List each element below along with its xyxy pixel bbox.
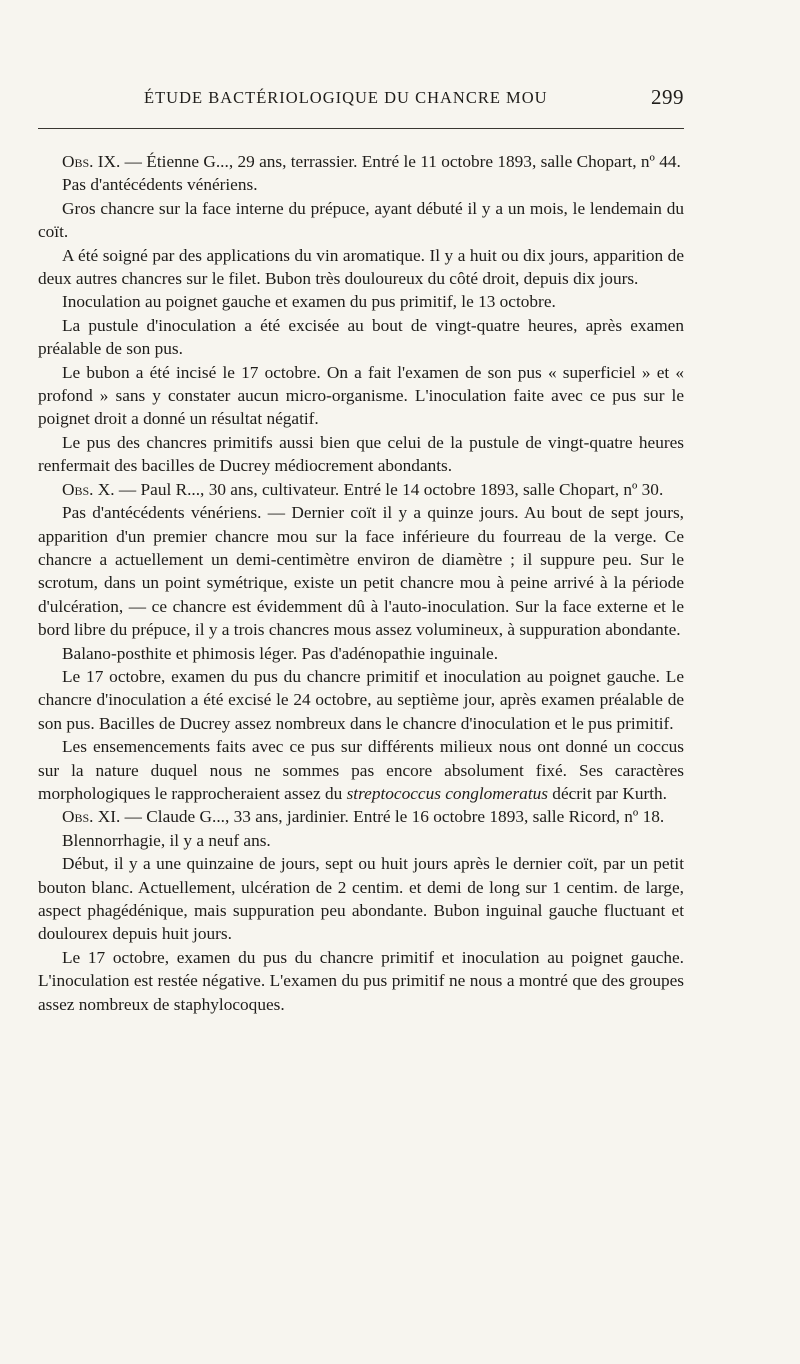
paragraph: Pas d'antécédents vénériens. — Dernier coït il y a quinze jours. Au bout de sept jours, apparition d'un premier chancre mou sur la face inférieure du fourreau de la verge. Ce chancre a actuellement un demi-centimètre environ de diamètre ; il suppure peu. Sur le scrotum, dans un point symétrique, existe un petit chancre mou à peine arrivé à la période d'ulcération, — ce chancre est évidemment dû à l'auto-inoculation. Sur la face externe et le bord libre du prépuce, il y a trois chancres mous assez volumineux, à suppuration abondante. xyxy=(38,503,684,640)
paragraph-text: Les ensemencements faits avec ce pus sur différents milieux nous ont donné un coccus sur la nature duquel nous ne sommes pas encore absolument fixé. Ses caractères morphologiques le rapprocheraient assez du xyxy=(38,737,684,803)
paragraph: A été soigné par des applications du vin aromatique. Il y a huit ou dix jours, apparition de deux autres chancres sur le filet. Bubon très douloureux du côté droit, depuis dix jours. xyxy=(38,245,684,289)
paragraph: Le 17 octobre, examen du pus du chancre primitif et inoculation au poignet gauche. Le chancre d'inoculation a été excisé le 24 octobre, au septième jour, après examen préalable de son pus. Bacilles de Ducrey assez nombreux dans le chancre d'inoculation et le pus primitif. xyxy=(38,666,684,733)
paragraph-text: — Paul R..., 30 ans, cultivateur. Entré le 14 octobre 1893, salle Chopart, nº 30. xyxy=(114,479,664,499)
paragraph-with-italic xyxy=(38,735,684,805)
paragraph-text-after: décrit par Kurth. xyxy=(547,783,667,803)
paragraph-obs-x xyxy=(38,478,684,501)
paragraph: Le bubon a été incisé le 17 octobre. On a fait l'examen de son pus « superficiel » et « profond » sans y constater aucun micro-organisme. L'inoculation faite avec ce pus sur le poignet droit a donné un résultat négatif. xyxy=(38,362,684,429)
species-name: streptococcus conglomeratus xyxy=(346,783,548,803)
paragraph-text: — Étienne G..., 29 ans, terrassier. Entré le 11 octobre 1893, salle Chopart, nº 44. xyxy=(120,152,681,171)
document-body xyxy=(38,150,684,1016)
paragraph: Blennorrhagie, il y a neuf ans. xyxy=(62,830,271,850)
paragraph: Pas d'antécédents vénériens. xyxy=(62,175,258,195)
paragraph: Balano-posthite et phimosis léger. Pas d'adénopathie inguinale. xyxy=(62,643,499,663)
paragraph: Début, il y a une quinzaine de jours, sept ou huit jours après le dernier coït, par un petit bouton blanc. Actuellement, ulcération de 2 centim. et demi de long sur 1 centim. de large, aspect phagédénique, mais suppuration peu abondante. Bubon inguinal gauche fluctuant et doulourex depuis huit jours. xyxy=(38,854,684,944)
page-header xyxy=(38,82,760,118)
paragraph: La pustule d'inoculation a été excisée au bout de vingt-quatre heures, après examen préalable de son pus. xyxy=(38,315,684,359)
page-number: 299 xyxy=(651,85,684,109)
document-page xyxy=(38,82,760,1014)
observation-label: Obs. XI. xyxy=(62,807,121,827)
paragraph-obs-xi xyxy=(38,805,684,828)
observation-label: Obs. IX. xyxy=(62,152,121,171)
header-rule xyxy=(38,128,684,129)
paragraph: Le pus des chancres primitifs aussi bien que celui de la pustule de vingt-quatre heures renfermait des bacilles de Ducrey médiocrement abondants. xyxy=(38,432,684,476)
paragraph-obs-ix xyxy=(38,150,684,173)
observation-label: Obs. X. xyxy=(62,479,115,499)
paragraph: Inoculation au poignet gauche et examen du pus primitif, le 13 octobre. xyxy=(62,292,556,312)
paragraph-text: — Claude G..., 33 ans, jardinier. Entré le 16 octobre 1893, salle Ricord, nº 18. xyxy=(120,807,665,827)
paragraph: Gros chancre sur la face interne du prépuce, ayant débuté il y a un mois, le lendemain du coït. xyxy=(38,198,684,242)
paragraph: Le 17 octobre, examen du pus du chancre primitif et inoculation au poignet gauche. L'inoculation est restée négative. L'examen du pus primitif ne nous a montré que des groupes assez nombreux de staphylocoques. xyxy=(38,947,684,1014)
running-title: ÉTUDE BACTÉRIOLOGIQUE DU CHANCRE MOU xyxy=(144,88,548,107)
